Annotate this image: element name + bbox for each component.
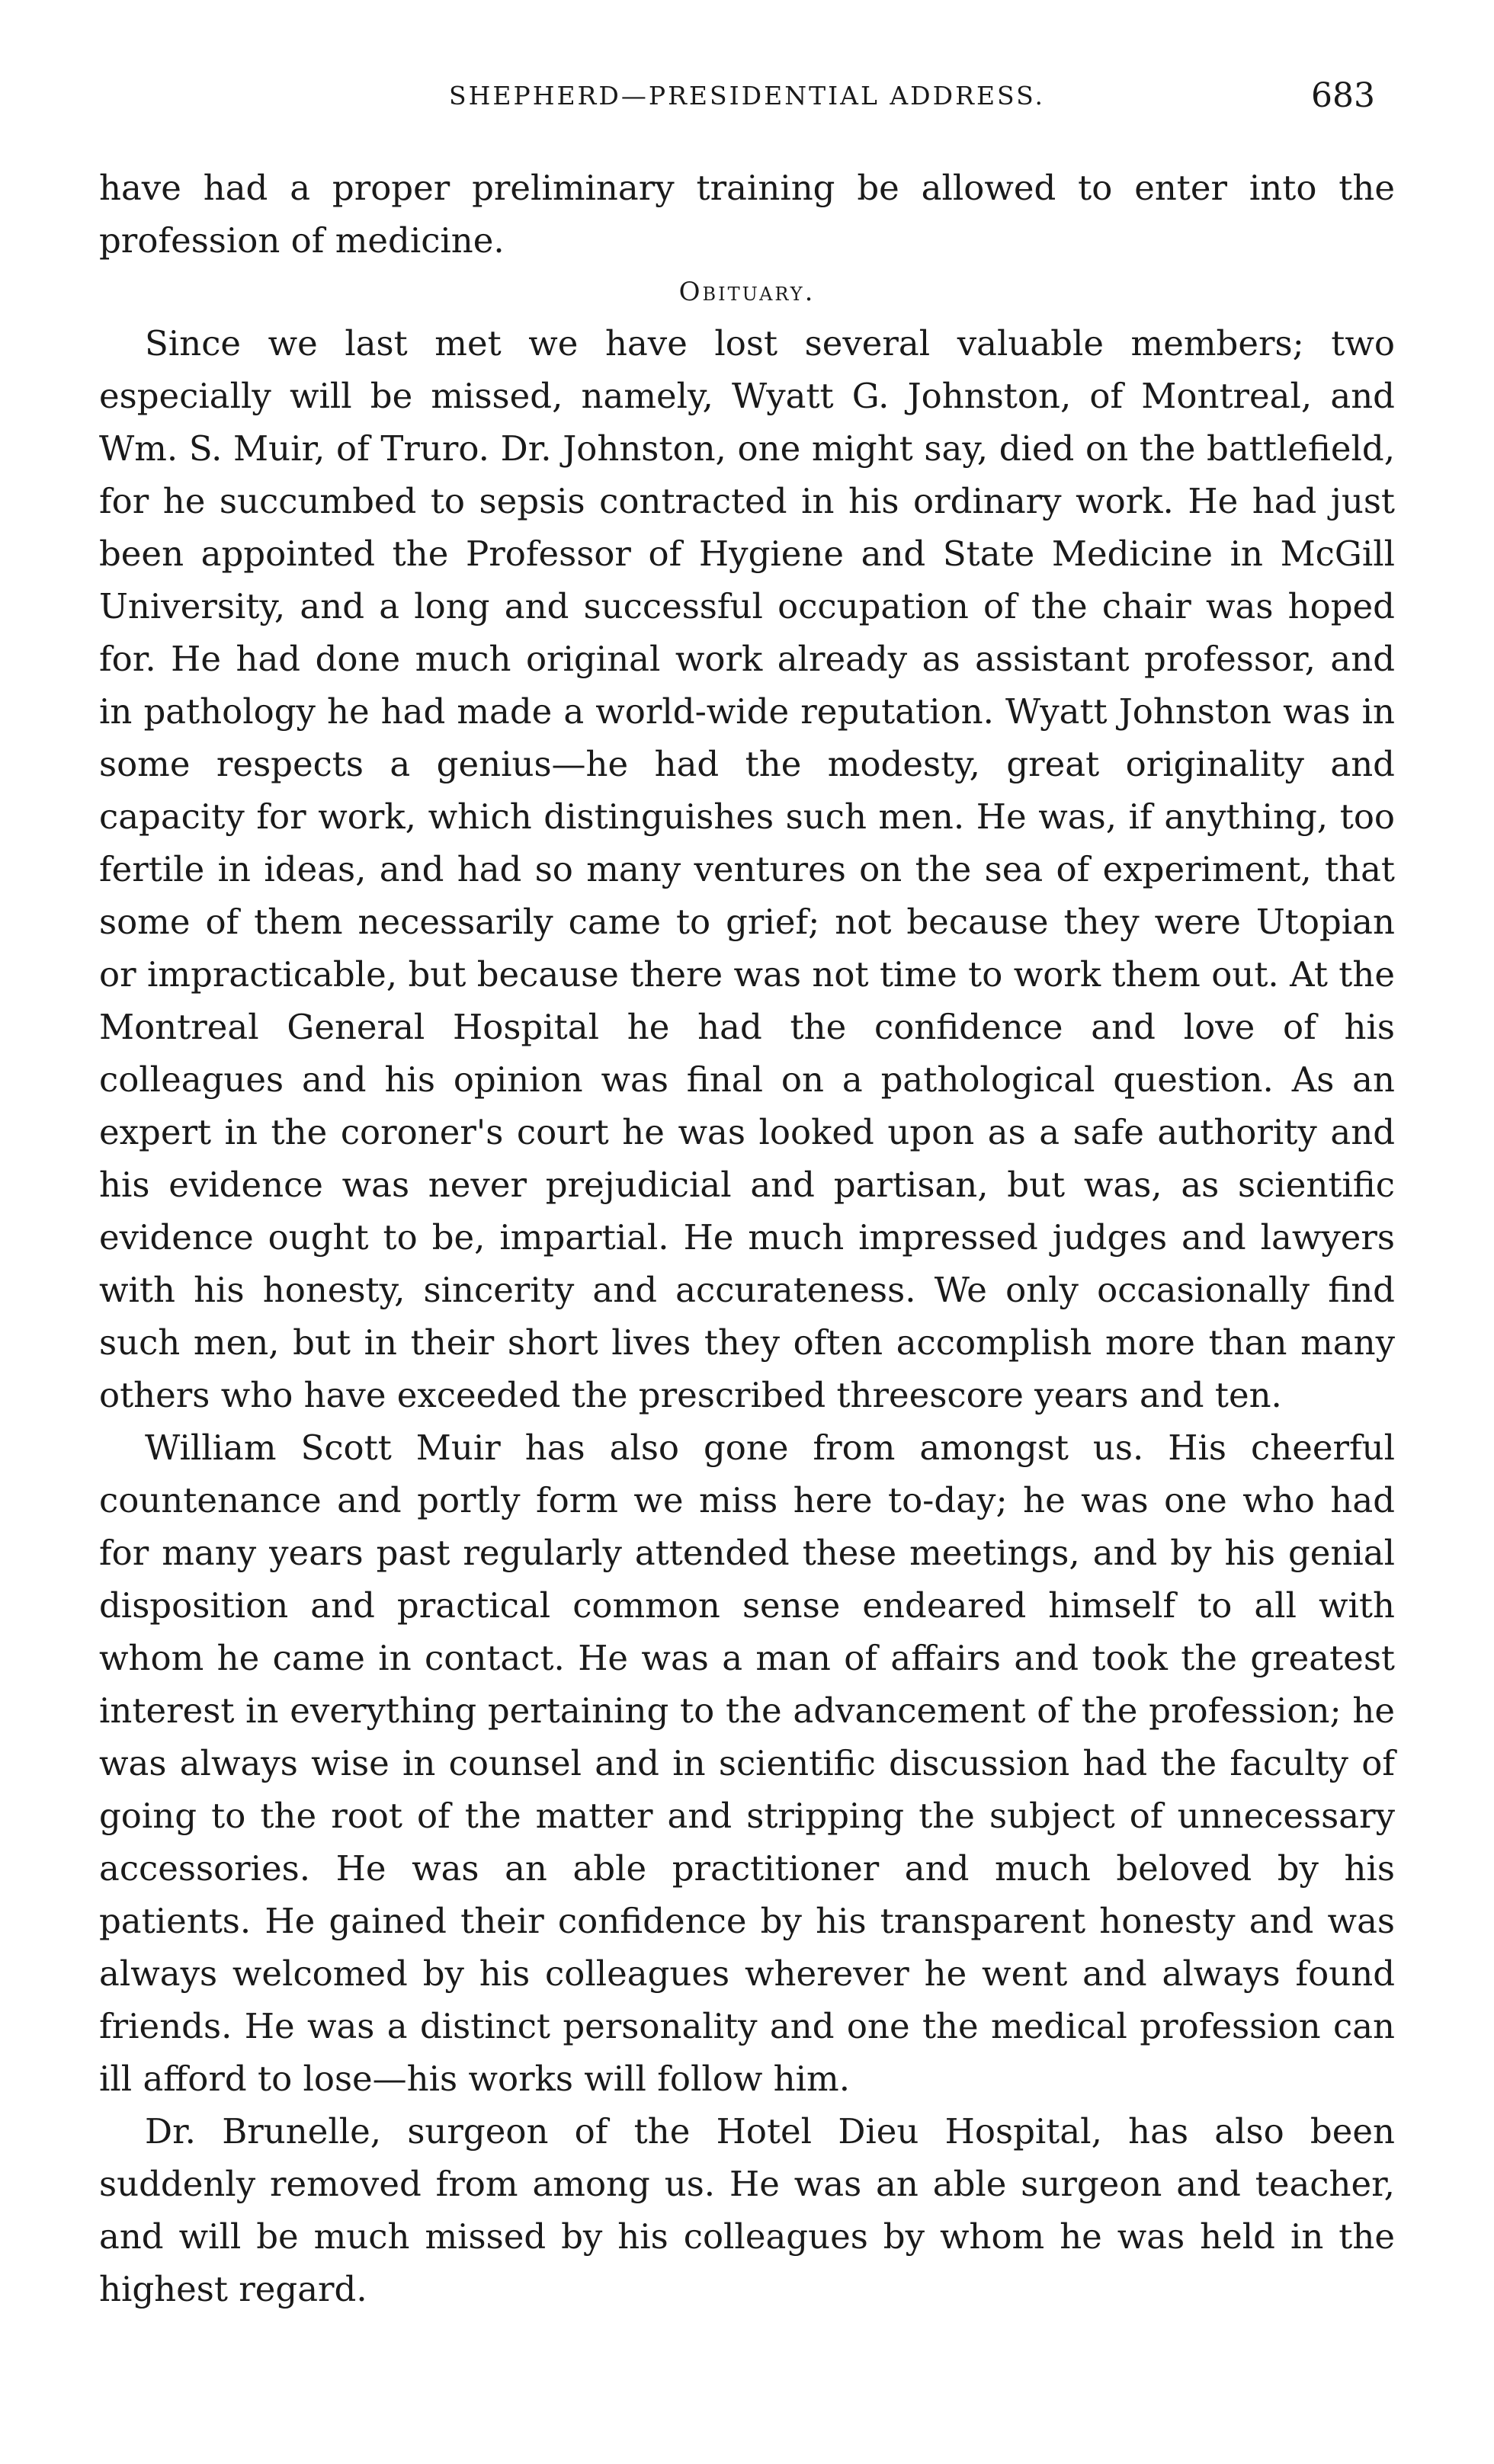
continued-paragraph: have had a proper preliminary training be allowed to enter into the profession of medicine.: [99, 168, 1395, 261]
running-title: SHEPHERD—PRESIDENTIAL ADDRESS.: [449, 81, 1045, 111]
section-heading-obituary: Obituary.: [678, 277, 816, 307]
running-head: [91, 73, 1403, 119]
body-text: [99, 162, 1395, 2315]
paragraph-muir: William Scott Muir has also gone from amongst us. His cheerful countenance and portly form we miss here to-day; he was one who had for many years past regularly attended these meetings, and by his genial disposition and practical common sense endeared himself to all with whom he came in contact. He was a man of affairs and took the greatest interest in everything pertaining to the advancement of the profession; he was always wise in counsel and in scientific discussion had the faculty of going to the root of the matter and stripping the subject of unnecessary accessories. He was an able practitioner and much beloved by his patients. He gained their confidence by his transparent honesty and was always welcomed by his colleagues wherever he went and always found friends. He was a distinct personality and one the medical profession can ill afford to lose—his works will follow him.: [99, 1427, 1395, 2099]
paragraph-johnston: Since we last met we have lost several valuable members; two especially will be missed, namely, Wyatt G. Johnston, of Montreal, and Wm. S. Muir, of Truro. Dr. Johnston, one might say, died on the battlefield, for he succumbed to sepsis contracted in his ordinary work. He had just been appointed the Professor of Hygiene and State Medicine in McGill University, and a long and successful occupation of the chair was hoped for. He had done much original work already as assistant professor, and in pathology he had made a world-wide reputation. Wyatt Johnston was in some respects a genius—he had the modesty, great originality and capacity for work, which distinguishes such men. He was, if anything, too fertile in ideas, and had so many ventures on the sea of experiment, that some of them necessarily came to grief; not because they were Utopian or impracticable, but because there was not time to work them out. At the Montreal General Hospital he had the confidence and love of his colleagues and his opinion was final on a pathological question. As an expert in the coroner's court he was looked upon as a safe authority and his evidence was never prejudicial and partisan, but was, as scientific evidence ought to be, impartial. He much impressed judges and lawyers with his honesty, sincerity and accurateness. We only occasionally find such men, but in their short lives they often accomplish more than many others who have exceeded the prescribed threescore years and ten.: [99, 323, 1395, 1415]
paragraph-brunelle: Dr. Brunelle, surgeon of the Hotel Dieu Hospital, has also been suddenly removed from among us. He was an able surgeon and teacher, and will be much missed by his colleagues by whom he was held in the highest regard.: [99, 2111, 1395, 2309]
page-number: 683: [1311, 76, 1375, 115]
